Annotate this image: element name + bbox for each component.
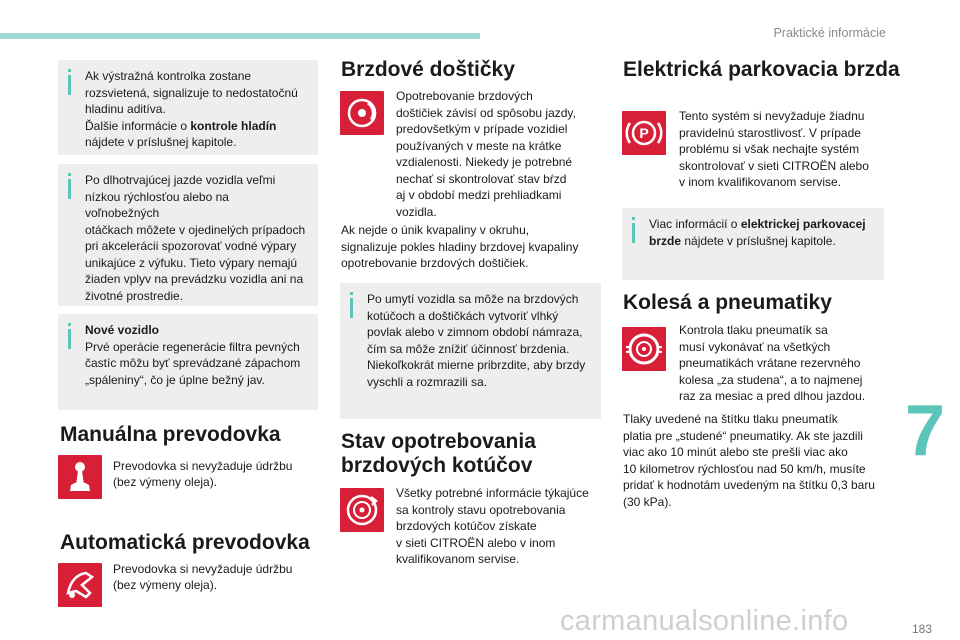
note-text: žiaden vplyv na prevádzku vozidla ani na	[85, 272, 304, 286]
manual-gearbox-text: (bez výmeny oleja).	[113, 475, 218, 489]
brake-discs-text	[396, 485, 589, 568]
note-parking-brake-info	[622, 208, 884, 280]
heading-brake-pads: Brzdové doštičky	[341, 58, 515, 81]
tyres-text	[679, 322, 865, 405]
note-wet-brakes	[340, 283, 601, 419]
note-exhaust-vapour	[58, 164, 318, 306]
note-text: kotúčoch a doštičkách vytvoriť vlhký	[367, 308, 559, 323]
brake-pads-line: Opotrebovanie brzdových	[396, 89, 533, 103]
watermark: carmanualsonline.info	[560, 605, 849, 637]
tyre-pressure-line: pridať k hodnotám uvedeným na štítku 0,3 baru	[623, 478, 875, 492]
epb-line: skontrolovať v sieti CITROËN alebo	[679, 158, 869, 173]
brake-discs-line: v sieti CITROËN alebo v inom	[396, 535, 556, 550]
note-title: Nové vozidlo	[85, 323, 160, 337]
tyre-pressure-line: Tlaky uvedené na štítku tlaku pneumatík	[623, 412, 838, 426]
brake-discs-line: sa kontroly stavu opotrebovania	[396, 502, 566, 517]
tyres-line: raz za mesiac a pred dlhou jazdou.	[679, 389, 866, 403]
brake-pad-icon	[340, 91, 384, 135]
info-icon	[65, 69, 77, 95]
note-text: Po dlhotrvajúcej jazde vozidla veľmi	[85, 173, 276, 187]
heading-line: brzdových kotúčov	[341, 454, 533, 477]
tyre-pressure-line: 10 kilometrov rýchlosťou nad 50 km/h, musíte	[623, 461, 866, 476]
header-accent-bar	[0, 33, 480, 39]
brake-pads-line: predovšetkým v prípade vozidiel	[396, 122, 568, 136]
chapter-number: 7	[905, 391, 946, 471]
automatic-gearbox-text: Prevodovka si nevyžaduje údržbu	[113, 562, 293, 576]
tyre-pressure-line: viac ako 10 minút alebo ste prešli viac ako	[623, 445, 848, 459]
note-text: Viac informácií o elektrickej parkovacej	[649, 217, 866, 231]
brake-discs-line: brzdových kotúčov získate	[396, 519, 537, 533]
tyre-icon	[622, 327, 666, 371]
note-text: unikajúce z výfuku. Tieto výpary nemajú	[85, 255, 298, 270]
epb-line: v inom kvalifikovanom servise.	[679, 175, 842, 189]
info-icon	[65, 173, 77, 199]
brake-fluid-paragraph	[341, 222, 578, 272]
note-text: vyschli a rozmrazili sa.	[367, 374, 488, 389]
tyres-line: Kontrola tlaku pneumatík sa	[679, 323, 828, 337]
brake-disc-icon	[340, 488, 384, 532]
brake-discs-line: Všetky potrebné informácie týkajúce	[396, 486, 589, 500]
brake-pads-line: nechať si skontrolovať stav bŕzd	[396, 171, 567, 186]
note-text: hladinu aditíva.	[85, 102, 166, 116]
tyre-pressure-line: (30 kPa).	[623, 494, 672, 509]
tyre-pressure-line: platia pre „studené“ pneumatiky. Ak ste jazdili	[623, 428, 863, 443]
note-text: Prvé operácie regenerácie filtra pevných	[85, 339, 300, 354]
epb-line: problému si však nechajte systém	[679, 142, 860, 156]
brake-pads-line: aj v období medzi prehliadkami	[396, 188, 562, 202]
heading-wheels-tyres: Kolesá a pneumatiky	[623, 291, 832, 314]
brake-pads-text	[396, 88, 576, 220]
note-bold-term: brzde	[649, 233, 682, 248]
brake-fluid-line: Ak nejde o únik kvapaliny v okruhu,	[341, 223, 530, 237]
tyres-line: musí vykonávať na všetkých	[679, 339, 831, 354]
heading-line: Stav opotrebovania	[341, 430, 536, 453]
automatic-gearbox-icon	[58, 563, 102, 607]
info-icon	[65, 323, 77, 349]
info-icon	[347, 292, 359, 318]
note-text: „spáleniny“, čo je úplne bežný jav.	[85, 372, 265, 387]
tyre-pressure-paragraph	[623, 411, 875, 510]
note-text: Po umytí vozidla sa môže na brzdových	[367, 292, 579, 306]
info-icon	[629, 217, 641, 243]
note-text: nízkou rýchlosťou alebo na voľnobežných	[85, 189, 229, 220]
note-text: brzde nájdete v príslušnej kapitole.	[649, 233, 836, 248]
parking-brake-icon	[622, 111, 666, 155]
page-number: 183	[912, 622, 933, 636]
manual-gearbox-text: Prevodovka si nevyžaduje údržbu	[113, 459, 293, 473]
brake-pads-line: vzdialenosti. Niekedy je potrebné	[396, 155, 573, 169]
automatic-gearbox-text: (bez výmeny oleja).	[113, 578, 218, 592]
note-text: otáčkach môžete v ojedinelých prípadoch	[85, 222, 306, 237]
note-text: nájdete v príslušnej kapitole.	[85, 135, 237, 149]
note-text: Niekoľkokrát mierne pribrzdite, aby brzdy	[367, 358, 586, 372]
epb-line: pravidelnú starostlivosť. V prípade	[679, 125, 861, 140]
tyres-line: kolesa „za studena“, a to najmenej	[679, 372, 863, 387]
note-text: častíc môžu byť sprevádzané zápachom	[85, 356, 301, 370]
epb-line: Tento systém si nevyžaduje žiadnu	[679, 109, 865, 123]
note-bold-term: elektrickej parkovacej	[740, 217, 866, 231]
svg-text:P: P	[639, 125, 649, 141]
note-text: Ak výstražná kontrolka zostane	[85, 69, 252, 83]
heading-manual-gearbox: Manuálna prevodovka	[60, 423, 281, 446]
note-new-vehicle	[58, 314, 318, 410]
note-text: rozsvietená, signalizuje to nedostatočnú	[85, 85, 298, 100]
heading-automatic-gearbox: Automatická prevodovka	[60, 531, 310, 554]
brake-pads-line: používaných v meste na krátke	[396, 138, 562, 153]
tyres-line: pneumatikách vrátane rezervného	[679, 356, 861, 370]
heading-brake-discs	[341, 430, 536, 478]
note-bold-term: kontrole hladín	[190, 118, 277, 133]
note-text: povlak alebo v zimnom období námraza,	[367, 325, 583, 339]
epb-text	[679, 108, 869, 191]
heading-electric-parking-brake: Elektrická parkovacia brzda	[623, 58, 900, 81]
note-text: čím sa môže znížiť účinnosť brzdenia.	[367, 341, 570, 356]
brake-pads-line: vozidla.	[396, 204, 437, 219]
note-text: pri akcelerácii spozorovať vodné výpary	[85, 239, 297, 253]
note-text: životné prostredie.	[85, 288, 184, 303]
page-header-title: Praktické informácie	[773, 26, 886, 40]
brake-pads-line: doštičiek závisí od spôsobu jazdy,	[396, 105, 576, 120]
brake-fluid-line: signalizuje pokles hladiny brzdovej kvapaliny	[341, 239, 579, 254]
brake-fluid-line: opotrebovanie brzdových doštičiek.	[341, 256, 529, 270]
note-text: Ďalšie informácie o kontrole hladín	[85, 118, 277, 133]
gear-shift-icon	[58, 455, 102, 499]
brake-discs-line: kvalifikovanom servise.	[396, 552, 520, 566]
note-additive-warning	[58, 60, 318, 155]
